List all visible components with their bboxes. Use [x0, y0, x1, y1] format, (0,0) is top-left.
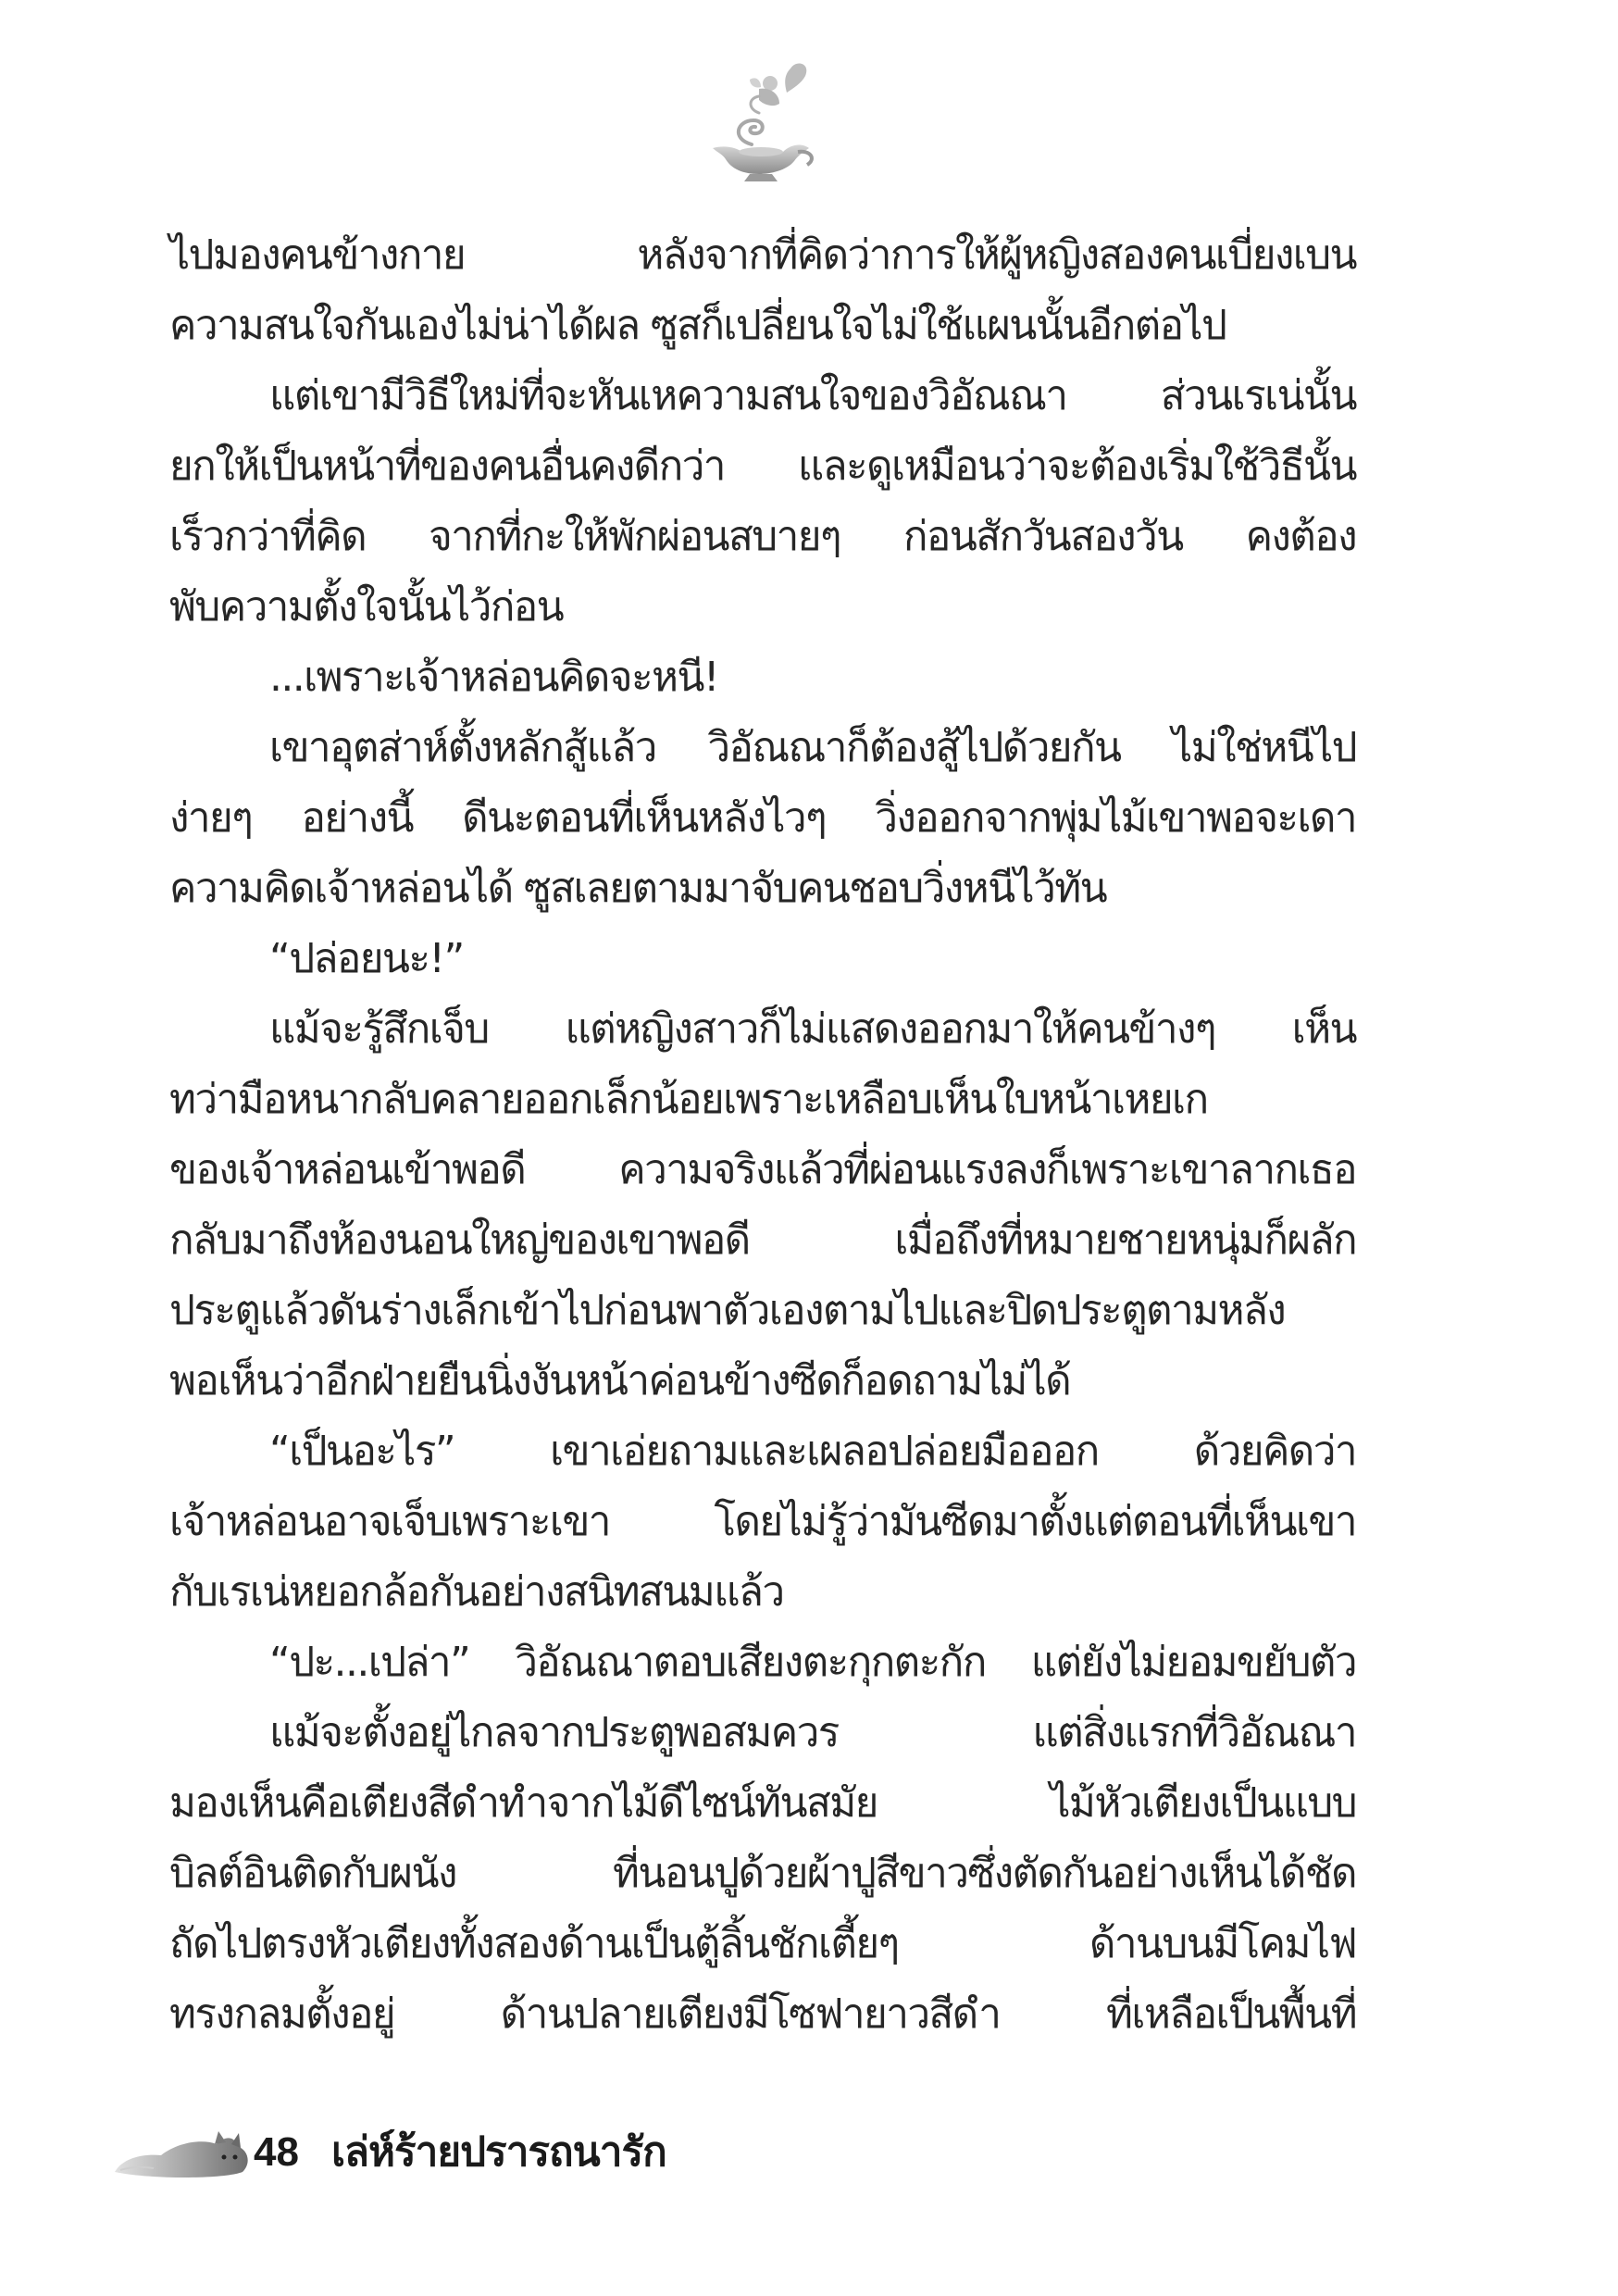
text-line: ของเจ้าหล่อนเข้าพอดี ความจริงแล้วที่ผ่อนแรงลงก็เพราะเขาลากเธอ	[169, 1146, 1356, 1193]
text-line: เขาอุตส่าห์ตั้งหลักสู้แล้ว วิอัณณาก็ต้องสู้ไปด้วยกัน ไม่ใช่หนีไป	[269, 724, 1356, 771]
text-line: “ปะ...เปล่า” วิอัณณาตอบเสียงตะกุกตะกัก แต่ยังไม่ยอมขยับตัว	[269, 1639, 1356, 1686]
text-line: เร็วกว่าที่คิด จากที่กะให้พักผ่อนสบายๆ ก่อนสักวันสองวัน คงต้อง	[169, 513, 1356, 560]
magic-lamp-icon	[694, 56, 824, 185]
text-line: “เป็นอะไร” เขาเอ่ยถามและเผลอปล่อยมือออก ด้วยคิดว่า	[269, 1428, 1356, 1475]
text-line: แต่เขามีวิธีใหม่ที่จะหันเหความสนใจของวิอัณณา ส่วนเรเน่นั้น	[269, 372, 1356, 419]
text-line: แม้จะตั้งอยู่ไกลจากประตูพอสมควร แต่สิ่งแรกที่วิอัณณา	[269, 1709, 1356, 1756]
text-line: พับความตั้งใจนั้นไว้ก่อน	[169, 583, 564, 630]
text-line: ความคิดเจ้าหล่อนได้ ซูสเลยตามมาจับคนชอบวิ่งหนีไว้ทัน	[169, 865, 1107, 912]
text-line: แม้จะรู้สึกเจ็บ แต่หญิงสาวก็ไม่แสดงออกมาให้คนข้างๆ เห็น	[269, 1005, 1356, 1053]
text-line: บิลต์อินติดกับผนัง ที่นอนปูด้วยผ้าปูสีขาวซึ่งตัดกันอย่างเห็นได้ชัด	[169, 1850, 1356, 1897]
text-line: ง่ายๆ อย่างนี้ ดีนะตอนที่เห็นหลังไวๆ วิ่งออกจากพุ่มไม้เขาพอจะเดา	[169, 794, 1356, 842]
text-line: ความสนใจกันเองไม่น่าได้ผล ซูสก็เปลี่ยนใจไม่ใช้แผนนั้นอีกต่อไป	[169, 302, 1226, 349]
text-line: “ปล่อยนะ!”	[269, 935, 464, 982]
text-line: เจ้าหล่อนอาจเจ็บเพราะเขา โดยไม่รู้ว่ามันซีดมาตั้งแต่ตอนที่เห็นเขา	[169, 1498, 1356, 1545]
text-line: ถัดไปตรงหัวเตียงทั้งสองด้านเป็นตู้ลิ้นชักเตี้ยๆ ด้านบนมีโคมไฟ	[169, 1920, 1356, 1967]
text-line: ทว่ามือหนากลับคลายออกเล็กน้อยเพราะเหลือบเห็นใบหน้าเหยเก	[169, 1076, 1208, 1123]
page-number: 48	[254, 2129, 299, 2175]
text-line: กับเรเน่หยอกล้อกันอย่างสนิทสนมแล้ว	[169, 1568, 784, 1616]
text-line: มองเห็นคือเตียงสีดำทำจากไม้ดีไซน์ทันสมัย ไม้หัวเตียงเป็นแบบ	[169, 1779, 1356, 1827]
text-line: พอเห็นว่าอีกฝ่ายยืนนิ่งงันหน้าค่อนข้างซีดก็อดถามไม่ได้	[169, 1357, 1071, 1404]
book-title: เล่ห์ร้ายปรารถนารัก	[331, 2128, 666, 2176]
body-text	[169, 220, 1356, 2050]
cat-icon	[113, 2124, 252, 2181]
page-footer	[113, 2118, 946, 2187]
text-line: ประตูแล้วดันร่างเล็กเข้าไปก่อนพาตัวเองตามไปและปิดประตูตามหลัง	[169, 1287, 1286, 1334]
text-line: ยกให้เป็นหน้าที่ของคนอื่นคงดีกว่า และดูเหมือนว่าจะต้องเริ่มใช้วิธีนั้น	[169, 443, 1356, 490]
text-line: ...เพราะเจ้าหล่อนคิดจะหนี!	[269, 654, 718, 701]
text-line: ไปมองคนข้างกาย หลังจากที่คิดว่าการให้ผู้หญิงสองคนเบี่ยงเบน	[169, 231, 1356, 279]
text-line: กลับมาถึงห้องนอนใหญ่ของเขาพอดี เมื่อถึงที่หมายชายหนุ่มก็ผลัก	[169, 1217, 1356, 1264]
text-line: ทรงกลมตั้งอยู่ ด้านปลายเตียงมีโซฟายาวสีดำ ที่เหลือเป็นพื้นที่	[169, 1990, 1356, 2038]
